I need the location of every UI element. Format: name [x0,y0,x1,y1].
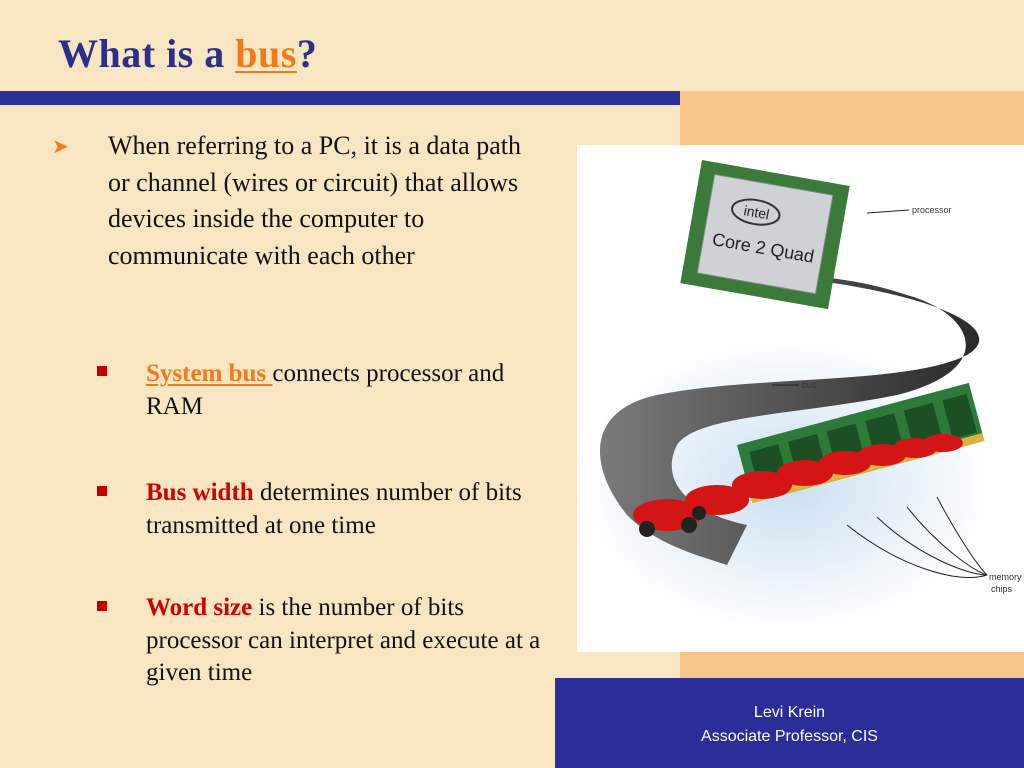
processor-label: processor [912,205,952,215]
memory-label: memory [989,572,1022,582]
sub-bullet-text: connects processor and RAM [146,360,505,420]
square-bullet-icon [97,486,107,496]
square-bullet-icon [97,366,107,376]
sub-bullet-bus-width [146,477,556,542]
presenter-footer [555,678,1024,768]
chip-brand-text: intel [742,202,771,223]
accent-block-bottom [680,652,1024,678]
word-size-term: Word size [146,594,253,621]
title-prefix: What is a [58,31,236,76]
chips-label: chips [991,584,1013,594]
presenter-name: Levi Krein [753,704,826,721]
accent-block-top [680,91,1024,145]
arrow-bullet-icon: ➤ [52,136,69,158]
system-bus-link[interactable]: System bus [146,360,273,387]
title-keyword-link[interactable]: bus [235,31,297,76]
main-bullet-text: When referring to a PC, it is a data path or channel (wires or circuit) that allows devices inside the computer to communicate with each other [108,131,521,270]
title-suffix: ? [296,31,318,76]
title-rule [0,91,680,105]
presenter-role: Associate Professor, CIS [701,728,878,745]
bus-label: bus [802,380,817,390]
bus-illustration [577,145,1024,652]
slide-title [58,30,317,77]
sub-bullet-text: is the number of bits processor can interpret and execute at a given time [146,594,541,686]
sub-bullet-system-bus [146,358,556,423]
sub-bullet-word-size [146,592,556,690]
bus-diagram-svg [577,145,1024,652]
processor-chip [680,160,849,309]
sub-bullet-text: determines number of bits transmitted at one time [146,479,522,539]
chip-model-text: Core 2 Quad [710,229,816,267]
square-bullet-icon [97,601,107,611]
bus-width-term: Bus width [146,479,254,506]
